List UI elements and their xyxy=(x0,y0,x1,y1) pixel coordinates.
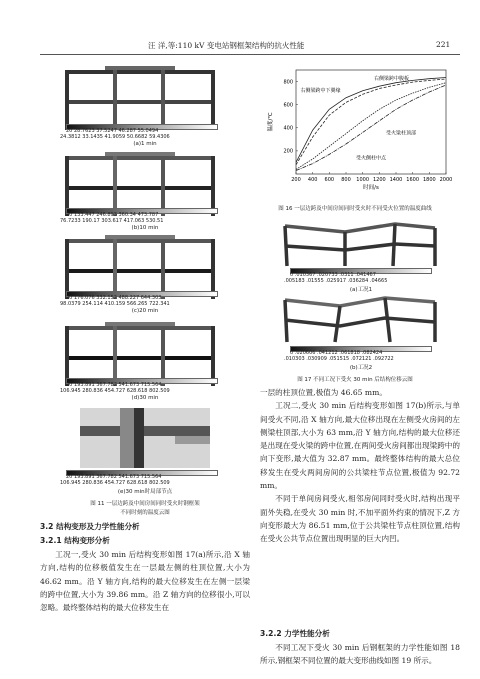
x-tick-label: 1200 xyxy=(372,177,386,183)
y-axis-label: 温度/℃ xyxy=(268,112,274,132)
right-paragraph-last: 不同工况下受火 30 min 后钢框架的力学性能如图 18 所示,钢框架不同位置的最大变形曲线如图 19 所示。 xyxy=(260,643,460,666)
fig16-caption: 图 16 一层边跨及中间房间同时受火时不同受火位置的温度曲线 xyxy=(278,206,432,212)
header-rule xyxy=(40,54,460,55)
label-e: (e)30 min时局部节点 xyxy=(117,489,173,495)
x-tick-label: 1000 xyxy=(356,177,370,183)
scale-a-top: 20 28.7623 37.5247 46.287 55.0494 xyxy=(66,128,159,134)
fig11-caption: 图 11 一层边跨及中间房间同时受火时钢框架 xyxy=(90,501,200,507)
label-b: (b)10 min xyxy=(131,225,159,231)
deformed-frame-a xyxy=(285,224,435,266)
scale-e-top: 20 193.891 367.782 541.673 715.564 xyxy=(66,474,162,480)
x-tick-label: 2000 xyxy=(439,177,453,183)
fig11-caption-line2: 不同时刻的温度云图 xyxy=(120,510,170,516)
frame-c xyxy=(65,235,215,299)
section-3-2-2-heading: 3.2.2 力学性能分析 xyxy=(260,629,330,638)
local-node-e xyxy=(80,408,210,468)
label-17b: (b)工况2 xyxy=(349,365,373,371)
running-header: 汪 洋,等:110 kV 变电站钢框架结构的抗火性能 xyxy=(148,41,305,50)
x-tick-label: 1600 xyxy=(406,177,420,183)
annotation-3: 受火梁柱顶部 xyxy=(386,130,417,137)
label-a: (a)1 min xyxy=(133,141,157,147)
right-text: 一层的柱顶位置,极值为 46.65 mm。 工况二,受火 30 min 后结构变形如图 17(b)所示,与单间受火不同,沿 X 轴方向,最大位移出现在左侧受火房间的左侧梁柱顶部,大小为 63 mm,沿 Y 轴方向,结构的最大位移还是出现在受火梁的跨中位置,在两间受火房间都出现梁跨中的向下变形,最大值为 32.87 mm。最终整体结构的最大总位移发生在受火两间房间的公共梁柱节点位置,极值为 92.72 mm。 不同于单间房间受火,相邻房间同时受火时,结构出现平面外失稳,在受火 30 min 时,不加平面外约束的情况下,Z 方向变形最大为 86.51 mm,位于公共梁柱节点柱顶位置,结构在受火公共节点位置出现明显的巨大内凹。 xyxy=(260,388,460,544)
frame-a xyxy=(65,66,215,130)
label-d: (d)30 min xyxy=(131,395,159,401)
label-17a: (a)工况1 xyxy=(349,287,373,293)
frame-d xyxy=(65,322,215,386)
y-tick-label: 600 xyxy=(283,102,293,109)
x-tick-label: 800 xyxy=(341,177,351,183)
figure-16-chart xyxy=(262,62,460,200)
section-3-2-1-heading: 3.2.1 结构变形分析 xyxy=(40,536,110,545)
page-number: 221 xyxy=(436,40,451,49)
scale-17b-top: 0 .020606 .041212 .061818 .082424 xyxy=(290,350,383,356)
scale-d-bottom: 106.945 280.836 454.727 628.618 802.509 xyxy=(60,388,170,394)
scale-17a-top: 0 .010367 .020733 .0311 .041467 xyxy=(290,272,376,278)
x-tick-label: 600 xyxy=(324,177,335,183)
left-paragraph: 工况一,受火 30 min 后结构变形如图 17(a)所示,沿 X 轴方向,结构的位移极值发生在一层最左侧的柱顶位置,大小为 46.62 mm。沿 Y 轴方向,结构的最大位移发生在左侧一层梁的跨中位置,大小为 39.86 mm。沿 Z 轴方向的位移很小,可以忽略。最终整体结构的最大位移发生在 xyxy=(40,550,250,613)
x-axis-label: 时间/s xyxy=(363,185,379,191)
scale-c-top: 20 176.076 332.152 488.227 644.303 xyxy=(66,295,162,301)
scale-17a-bottom: .005183 .01555 .025917 .036284 .04665 xyxy=(284,278,388,284)
scale-b-top: 20 133.447 246.893 360.34 473.787 xyxy=(66,212,159,218)
scale-e-bottom: 106.945 280.836 454.727 628.618 802.509 xyxy=(60,480,170,486)
scale-b-bottom: 76.7233 190.17 303.617 417.063 530.51 xyxy=(60,218,164,224)
annotation-1: 右侧梁跨中腹板 xyxy=(374,76,410,82)
y-tick-label: 800 xyxy=(283,79,293,86)
x-tick-label: 200 xyxy=(291,177,301,183)
annotation-4: 受火侧柱中点 xyxy=(356,155,387,162)
scale-c-bottom: 98.0379 254.114 410.159 566.265 722.341 xyxy=(60,301,170,307)
scale-a-bottom: 24.3812 33.1435 41.9059 50.6682 59.4306 xyxy=(60,134,170,140)
fig17-caption: 图 17 不同工况下受火 30 min 后结构位移云图 xyxy=(297,377,413,383)
y-tick-label: 200 xyxy=(283,148,293,155)
scale-17b-bottom: .010303 .030909 .051515 .072121 .092722 xyxy=(284,356,394,362)
annotation-2: 右侧梁跨中下翼缘 xyxy=(300,88,341,94)
label-c: (c)20 min xyxy=(131,308,159,314)
x-tick-label: 1800 xyxy=(422,177,436,183)
x-tick-label: 1400 xyxy=(389,177,403,183)
section-3-2-heading: 3.2 结构变形及力学性能分析 xyxy=(40,522,140,531)
x-tick-label: 400 xyxy=(307,177,318,183)
frame-b xyxy=(65,152,215,216)
y-tick-label: 400 xyxy=(283,125,293,132)
scale-d-top: 20 193.891 367.782 541.673 715.564 xyxy=(66,382,162,388)
deformed-frame-b xyxy=(285,298,435,342)
